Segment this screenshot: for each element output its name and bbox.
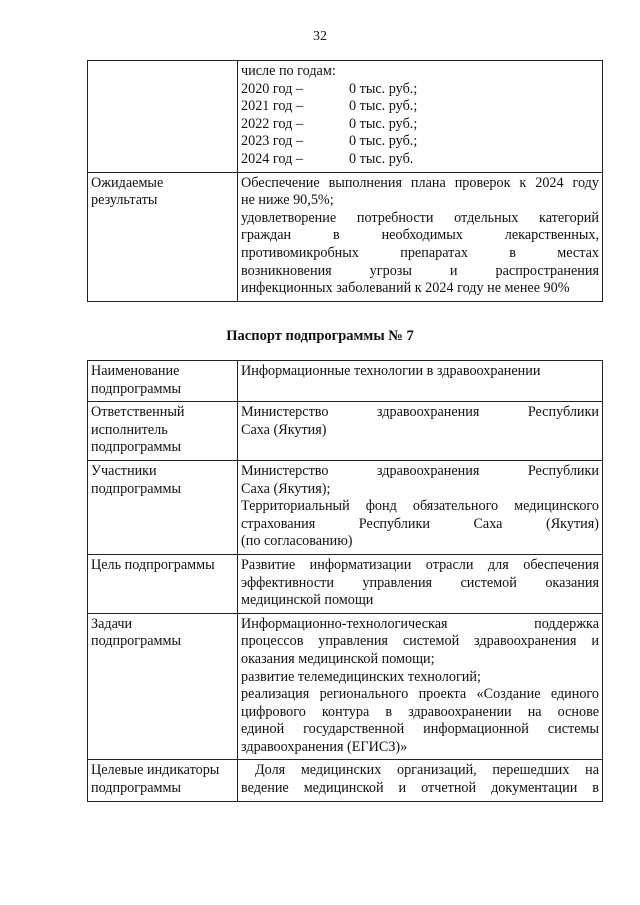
page-number: 32 bbox=[313, 29, 327, 44]
name-value: Информационные технологии в здравоохранении bbox=[238, 361, 603, 402]
table-row bbox=[88, 613, 603, 760]
tasks-label: Задачи подпрограммы bbox=[88, 613, 238, 760]
table-row bbox=[88, 554, 603, 613]
table-cell-empty bbox=[88, 61, 238, 173]
table-row bbox=[88, 760, 603, 801]
table-row bbox=[88, 460, 603, 554]
list-item: 2020 год – 0 тыс. руб.; bbox=[241, 80, 418, 97]
expected-results-label: Ожидаемые результаты bbox=[88, 172, 238, 301]
expected-results-value: Обеспечение выполнения плана проверок к 2024 году не ниже 90,5%; удовлетворение потребности отдельных категорий граждан в необходимых лекарственных, противомикробных препаратах в местах возникновения угрозы и распространения инфекционных заболеваний к 2024 году не менее 90% bbox=[238, 172, 603, 301]
executor-label: Ответственный исполнитель подпрограммы bbox=[88, 402, 238, 461]
name-label: Наименование подпрограммы bbox=[88, 361, 238, 402]
table-row bbox=[88, 61, 603, 173]
list-item: 2023 год – 0 тыс. руб.; bbox=[241, 133, 418, 150]
tasks-value: Информационно-технологическая поддержка процессов управления системой здравоохранения и оказания медицинской помощи; развитие телемедицинских технологий; реализация регионального проекта «Создание единого цифрового контура в здравоохранении на основе единой государственной информационной системы здравоохранения (ЕГИСЗ)» bbox=[238, 613, 603, 760]
goal-label: Цель подпрограммы bbox=[88, 554, 238, 613]
executor-value: Министерство здравоохранения Республики Саха (Якутия) bbox=[238, 402, 603, 461]
funding-intro: числе по годам: bbox=[241, 63, 336, 79]
participants-label: Участники подпрограммы bbox=[88, 460, 238, 554]
section-title: Паспорт подпрограммы № 7 bbox=[226, 328, 414, 344]
indicators-label: Целевые индикаторы подпрограммы bbox=[88, 760, 238, 801]
goal-value: Развитие информатизации отрасли для обеспечения эффективности управления системой оказания медицинской помощи bbox=[238, 554, 603, 613]
list-item: 2024 год – 0 тыс. руб. bbox=[241, 150, 414, 167]
indicators-value: Доля медицинских организаций, перешедших на ведение медицинской и отчетной документации в bbox=[238, 760, 603, 801]
funding-table bbox=[87, 60, 603, 302]
list-item: 2022 год – 0 тыс. руб.; bbox=[241, 115, 418, 132]
list-item: 2021 год – 0 тыс. руб.; bbox=[241, 98, 418, 115]
table-row bbox=[88, 361, 603, 402]
table-row bbox=[88, 172, 603, 301]
table-row bbox=[88, 402, 603, 461]
subprogram-passport-table bbox=[87, 360, 603, 802]
participants-value: Министерство здравоохранения Республики Саха (Якутия); Территориальный фонд обязательного медицинского страхования Республики Саха (Якутия) (по согласованию) bbox=[238, 460, 603, 554]
funding-by-years-cell bbox=[238, 61, 603, 173]
